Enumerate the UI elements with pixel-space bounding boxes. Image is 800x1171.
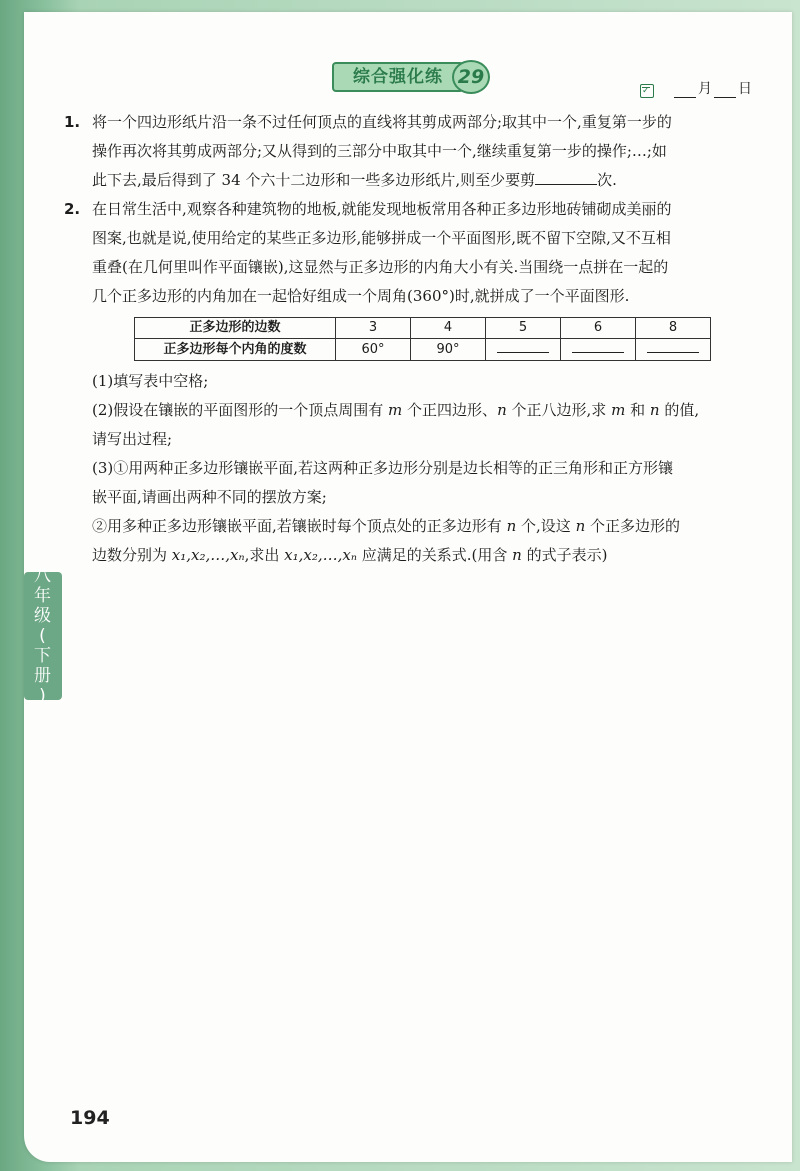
side-tab-char: 八 (34, 566, 52, 586)
month-label: 月 (698, 81, 712, 97)
table-row (135, 339, 711, 361)
table-cell: 3 (336, 318, 411, 339)
polygon-angle-table (134, 317, 711, 361)
side-tab-char: 年 (34, 586, 52, 606)
side-tab-char: 级 (34, 606, 52, 626)
answer-blank (572, 339, 624, 353)
math-var: n (575, 517, 586, 535)
day-label: 日 (738, 81, 752, 97)
question-text: 边数分别为 (92, 546, 168, 564)
question-text: 次. (597, 171, 617, 189)
table-header-cell: 正多边形每个内角的度数 (135, 339, 336, 361)
question-text-line: 图案,也就是说,使用给定的某些正多边形,能够拼成一个平面图形,既不留下空隙,又不互相 (92, 229, 671, 247)
question-text: 个正多边形的 (590, 517, 681, 535)
question-text: 的值, (664, 401, 700, 419)
question-text-line: 操作再次将其剪成两部分;又从得到的三部分中取其中一个,继续重复第一步的操作;…;如 (92, 142, 667, 160)
table-cell: 5 (486, 318, 561, 339)
question-text-line (92, 166, 754, 195)
date-field (640, 76, 770, 98)
answer-blank (535, 168, 597, 185)
section-title (332, 62, 496, 94)
table-cell: 60° (336, 339, 411, 361)
math-var: n (497, 401, 507, 419)
table-cell (561, 339, 636, 361)
question-number: 1. (64, 113, 81, 131)
math-var: x₁,x₂,…,xₙ (284, 546, 357, 564)
calendar-check-icon (640, 84, 654, 98)
grade-side-tab (24, 566, 62, 706)
math-var: n (506, 517, 517, 535)
question-text: 的式子表示) (526, 546, 608, 564)
table-cell: 4 (411, 318, 486, 339)
question-text: ②用多种正多边形镶嵌平面,若镶嵌时每个顶点处的正多边形有 (92, 517, 502, 535)
question-text: 此下去,最后得到了 34 个六十二边形和一些多边形纸片,则至少要剪 (92, 171, 536, 189)
exercise-content (64, 108, 754, 570)
question-text-line: 在日常生活中,观察各种建筑物的地板,就能发现地板常用各种正多边形地砖铺砌成美丽的 (92, 200, 672, 218)
answer-blank (647, 339, 699, 353)
table-cell (486, 339, 561, 361)
question-2 (64, 195, 754, 311)
sub-question-3b-cont (64, 541, 754, 570)
math-var: n (512, 546, 522, 564)
section-number-badge: 29 (452, 60, 490, 94)
day-blank (714, 83, 736, 98)
sub-question-2 (64, 396, 754, 425)
question-1 (64, 108, 754, 195)
question-number: 2. (64, 200, 81, 218)
question-text-line: 几个正多边形的内角加在一起恰好组成一个周角(360°)时,就拼成了一个平面图形. (92, 287, 630, 305)
table-row (135, 318, 711, 339)
table-cell: 6 (561, 318, 636, 339)
sub-question-3-cont: 嵌平面,请画出两种不同的摆放方案; (92, 488, 327, 506)
answer-blank (497, 339, 549, 353)
month-blank (674, 83, 696, 98)
table-cell: 8 (636, 318, 711, 339)
math-var: n (649, 401, 660, 419)
question-text: 和 (630, 401, 646, 419)
side-tab-char: 册 (34, 666, 52, 686)
sub-question-3: (3)①用两种正多边形镶嵌平面,若这两种正多边形分别是边长相等的正三角形和正方形镶 (92, 459, 674, 477)
math-var: m (611, 401, 626, 419)
sub-question-1: (1)填写表中空格; (92, 372, 209, 390)
question-text: 个,设这 (521, 517, 571, 535)
section-title-label: 综合强化练 (332, 62, 464, 92)
math-var: m (388, 401, 403, 419)
table-cell (636, 339, 711, 361)
question-text: 个正四边形、 (407, 401, 498, 419)
table-cell: 90° (411, 339, 486, 361)
page-number: 194 (70, 1107, 110, 1129)
question-text: 个正八边形,求 (511, 401, 607, 419)
question-text-line: 重叠(在几何里叫作平面镶嵌),这显然与正多边形的内角大小有关.当围绕一点拼在一起的 (92, 258, 669, 276)
side-tab-char: ( (39, 626, 47, 646)
table-header-cell: 正多边形的边数 (135, 318, 336, 339)
question-text: 应满足的关系式.(用含 (361, 546, 508, 564)
sub-question-3b (64, 512, 754, 541)
question-text: (2)假设在镶嵌的平面图形的一个顶点周围有 (92, 401, 384, 419)
question-text-line: 将一个四边形纸片沿一条不过任何顶点的直线将其剪成两部分;取其中一个,重复第一步的 (92, 113, 672, 131)
question-text: ,求出 (244, 546, 280, 564)
side-tab-char: 下 (34, 646, 52, 666)
math-var: x₁,x₂,…,xₙ (171, 546, 245, 564)
side-tab-char: ) (39, 686, 47, 706)
sub-question-2-cont: 请写出过程; (92, 430, 173, 448)
